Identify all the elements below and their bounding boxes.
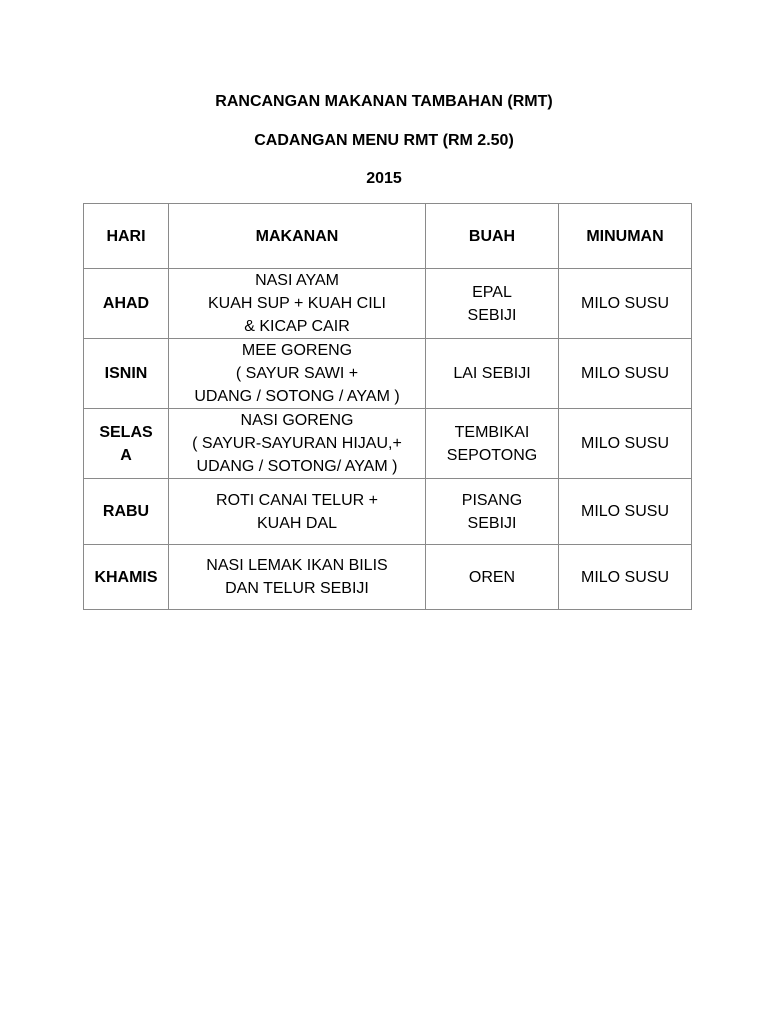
cell-buah	[426, 269, 559, 339]
buah-line: EPAL	[472, 283, 512, 301]
cell-hari	[84, 339, 169, 409]
menu-table	[83, 203, 692, 610]
hari-text: KHAMIS	[94, 568, 158, 586]
makanan-line: KUAH SUP + KUAH CILI	[208, 295, 386, 312]
makanan-line: DAN TELUR SEBIJI	[225, 580, 369, 597]
table-header-row	[84, 204, 692, 269]
table-row	[84, 479, 692, 545]
cell-buah	[426, 339, 559, 409]
cell-hari	[84, 269, 169, 339]
cell-makanan	[169, 545, 426, 610]
buah-line: PISANG	[461, 491, 523, 509]
table-row	[84, 269, 692, 339]
buah-line: SEPOTONG	[446, 446, 538, 464]
document-title: RANCANGAN MAKANAN TAMBAHAN (RMT)	[215, 93, 553, 110]
cell-makanan	[169, 409, 426, 479]
cell-hari	[84, 545, 169, 610]
makanan-line: ( SAYUR SAWI +	[235, 365, 359, 382]
makanan-line: UDANG / SOTONG / AYAM )	[194, 388, 400, 405]
cell-hari	[84, 409, 169, 479]
cell-buah	[426, 409, 559, 479]
header-buah: BUAH	[426, 204, 559, 269]
makanan-line: KUAH DAL	[256, 514, 338, 532]
cell-makanan	[169, 339, 426, 409]
cell-buah	[426, 479, 559, 545]
cell-buah	[426, 545, 559, 610]
makanan-line: & KICAP CAIR	[244, 318, 350, 335]
hari-text: ISNIN	[104, 365, 148, 382]
cell-minuman: MILO SUSU	[559, 409, 692, 479]
table-row	[84, 409, 692, 479]
hari-text: SELAS	[99, 423, 153, 441]
header-hari: HARI	[84, 204, 169, 269]
table-row	[84, 545, 692, 610]
makanan-line: NASI AYAM	[255, 272, 339, 289]
table-row	[84, 339, 692, 409]
hari-text: A	[120, 446, 132, 464]
cell-makanan	[169, 479, 426, 545]
cell-minuman: MILO SUSU	[559, 269, 692, 339]
buah-line: SEBIJI	[467, 306, 517, 324]
cell-minuman: MILO SUSU	[559, 339, 692, 409]
makanan-line: UDANG / SOTONG/ AYAM )	[196, 458, 398, 475]
cell-minuman: MILO SUSU	[559, 545, 692, 610]
document-subtitle: CADANGAN MENU RMT (RM 2.50)	[254, 132, 514, 149]
hari-text: RABU	[102, 503, 150, 520]
makanan-line: NASI LEMAK IKAN BILIS	[206, 557, 388, 574]
cell-minuman: MILO SUSU	[559, 479, 692, 545]
hari-text: AHAD	[102, 295, 150, 312]
makanan-line: MEE GORENG	[241, 342, 353, 359]
cell-makanan	[169, 269, 426, 339]
document-year: 2015	[366, 170, 402, 187]
buah-line: OREN	[468, 568, 516, 586]
makanan-line: NASI GORENG	[240, 412, 354, 429]
header-minuman: MINUMAN	[559, 204, 692, 269]
header-makanan: MAKANAN	[169, 204, 426, 269]
cell-hari	[84, 479, 169, 545]
buah-line: LAI SEBIJI	[453, 365, 531, 382]
buah-line: TEMBIKAI	[454, 423, 530, 441]
makanan-line: ( SAYUR-SAYURAN HIJAU,+	[192, 435, 402, 452]
buah-line: SEBIJI	[467, 514, 517, 532]
makanan-line: ROTI CANAI TELUR +	[216, 491, 378, 509]
